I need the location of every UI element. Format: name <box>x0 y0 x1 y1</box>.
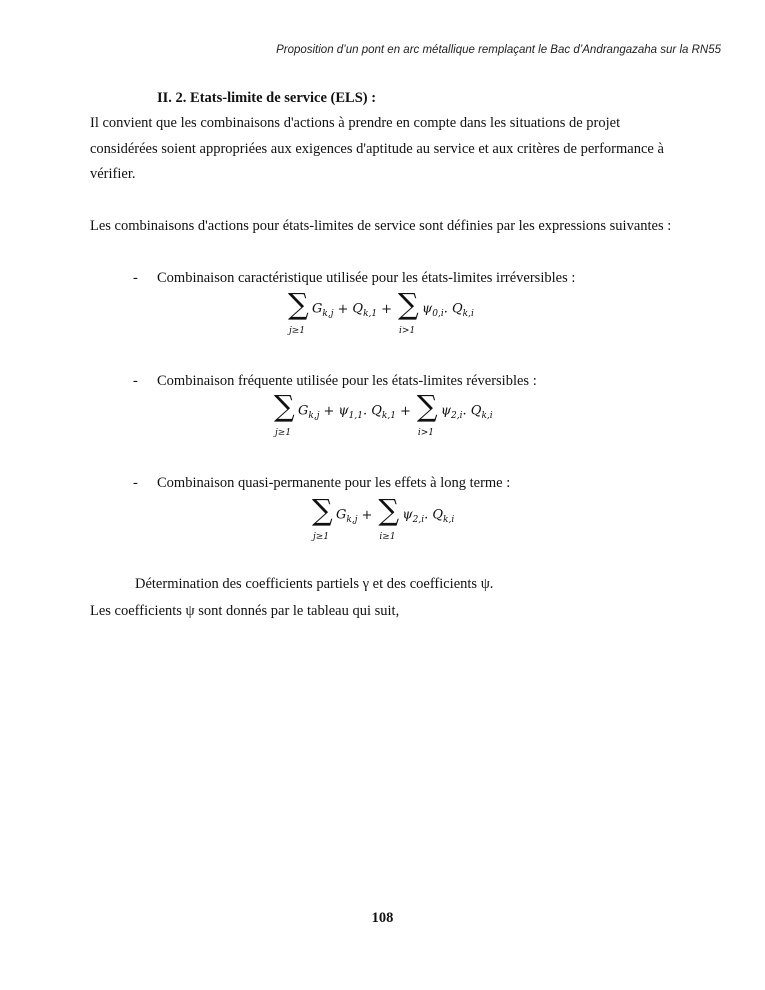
determination-text: Détermination des coefficients partiels γ et des coefficients ψ. <box>135 576 494 592</box>
section-heading: II. 2. Etats-limite de service (ELS) : <box>157 90 377 106</box>
sum-symbol: ∑ j≥1 <box>312 493 333 542</box>
bullet-quasi-permanent <box>133 475 510 492</box>
bullet-frequent <box>133 373 537 390</box>
formula-frequent: ∑ j≥1 $G_{k,j} + \psi_{1,1}$. $Q_{k,1}$ + ∑ i>1 $\psi_{2,i}$. $Q_{k,i}$ <box>274 389 493 438</box>
sum-symbol: ∑ i>1 <box>398 287 419 336</box>
bullet-text: Combinaison quasi-permanente pour les effets à long terme : <box>157 475 511 491</box>
running-header: Proposition d’un pont en arc métallique remplaçant le Bac d’Andrangazaha sur la RN55 <box>276 44 721 56</box>
sum-symbol: ∑ i≥1 <box>378 493 400 542</box>
bullet-text: Combinaison caractéristique utilisée pour les états-limites irréversibles : <box>157 270 576 286</box>
formula-characteristic: ∑ j≥1 $G_{k,j} + Q_{k,1}$ + ∑ i>1 $\psi_{0,i}$. $Q_{k,i}$ <box>288 287 474 336</box>
sum-symbol: ∑ j≥1 <box>288 287 309 336</box>
paragraph-combinations: Les combinaisons d'actions pour états-limites de service sont définies par les expressions suivantes : <box>90 218 672 234</box>
bullet-dash: - <box>133 373 138 389</box>
bullet-characteristic <box>133 270 575 287</box>
sum-symbol: ∑ j≥1 <box>274 389 295 438</box>
bullet-text: Combinaison fréquente utilisée pour les états-limites réversibles : <box>157 373 537 389</box>
bullet-dash: - <box>133 475 138 491</box>
bullet-dash: - <box>133 270 138 286</box>
formula-quasi-permanent: ∑ j≥1 $G_{k,j}$ + ∑ i≥1 $\psi_{2,i}$. $Q_{k,i}$ <box>312 493 455 542</box>
sum-symbol: ∑ i>1 <box>416 389 438 438</box>
coefficients-text: Les coefficients ψ sont donnés par le tableau qui suit, <box>90 603 400 619</box>
paragraph-intro: Il convient que les combinaisons d'actions à prendre en compte dans les situations de projet considérées soient appropriées aux exigences d'aptitude au service et aux critères de performance à vérifier. <box>90 115 664 182</box>
page-number: 108 <box>371 910 394 926</box>
